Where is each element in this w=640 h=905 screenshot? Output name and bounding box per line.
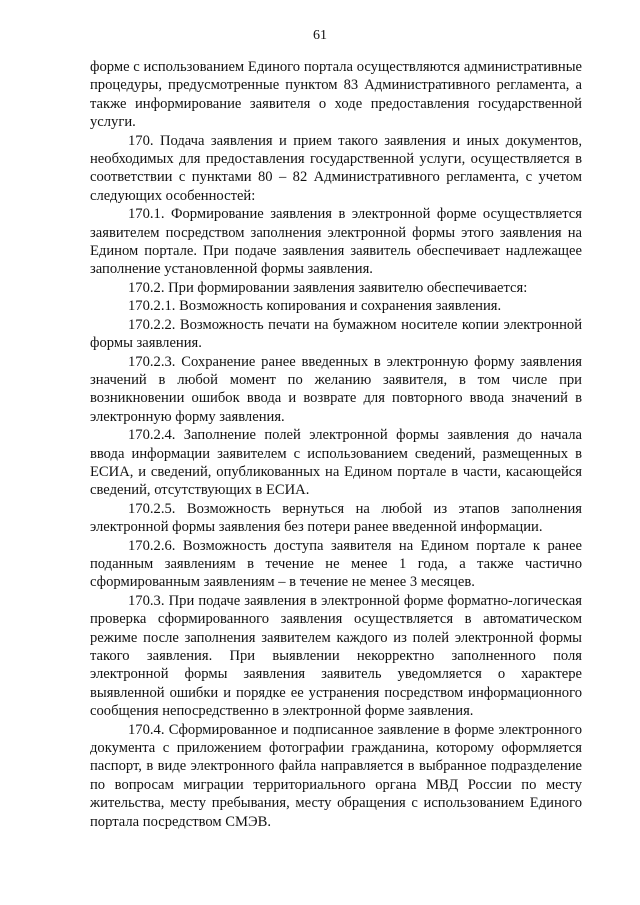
paragraph: 170.2.2. Возможность печати на бумажном носителе копии электронной формы заявления. bbox=[90, 316, 582, 352]
paragraph: 170.4. Сформированное и подписанное заявление в форме электронного документа с приложением фотографии гражданина, которому оформляется паспорт, в виде электронного файла направляется в выбранное подразделение по вопросам миграции территориального органа МВД России по месту жительства, месту пребывания, месту обращения с использованием Единого портала посредством СМЭВ. bbox=[90, 721, 582, 830]
paragraph: 170.2.5. Возможность вернуться на любой из этапов заполнения электронной формы заявления без потери ранее введенной информации. bbox=[90, 500, 582, 536]
paragraph: 170.2.4. Заполнение полей электронной формы заявления до начала ввода информации заявителем с использованием сведений, размещенных в ЕСИА, и сведений, опубликованных на Едином портале в части, касающейся сведений, отсутствующих в ЕСИА. bbox=[90, 427, 582, 499]
paragraph: 170.2. При формировании заявления заявителю обеспечивается: bbox=[128, 279, 528, 296]
paragraph: форме с использованием Единого портала осуществляются административные процедуры, предусмотренные пунктом 83 Административного регламента, а также информирование заявителя о ходе предоставления государственной услуги. bbox=[90, 59, 582, 131]
paragraph: 170. Подача заявления и прием такого заявления и иных документов, необходимых для предоставления государственной услуги, осуществляется в соответствии с пунктами 80 – 82 Административного регламента, с учетом следующих особенностей: bbox=[90, 132, 582, 204]
paragraph: 170.2.1. Возможность копирования и сохранения заявления. bbox=[128, 298, 502, 315]
paragraph: 170.3. При подаче заявления в электронной форме форматно-логическая проверка сформированного заявления осуществляется в автоматическом режиме после заполнения заявителем каждого из полей электронной формы такого заявления. При выявлении некорректно заполненного поля электронной формы заявления заявитель уведомляется о характере выявленной ошибки и порядке ее устранения посредством информационного сообщения непосредственно в электронной форме заявления. bbox=[90, 592, 582, 720]
paragraph: 170.2.6. Возможность доступа заявителя на Едином портале к ранее поданным заявлениям в течение не менее 1 года, а также частично сформированным заявлениям – в течение не менее 3 месяцев. bbox=[90, 537, 582, 591]
paragraph: 170.2.3. Сохранение ранее введенных в электронную форму заявления значений в любой момент по желанию заявителя, в том числе при возникновении ошибок ввода и возврате для повторного ввода значений в электронную форму заявления. bbox=[90, 353, 582, 425]
paragraph: 170.1. Формирование заявления в электронной форме осуществляется заявителем посредством заполнения электронной формы этого заявления на Едином портале. При подаче заявления заявитель обеспечивает надлежащее заполнение установленной формы заявления. bbox=[90, 206, 582, 278]
document-body bbox=[90, 58, 582, 831]
page-number: 61 bbox=[313, 28, 327, 43]
